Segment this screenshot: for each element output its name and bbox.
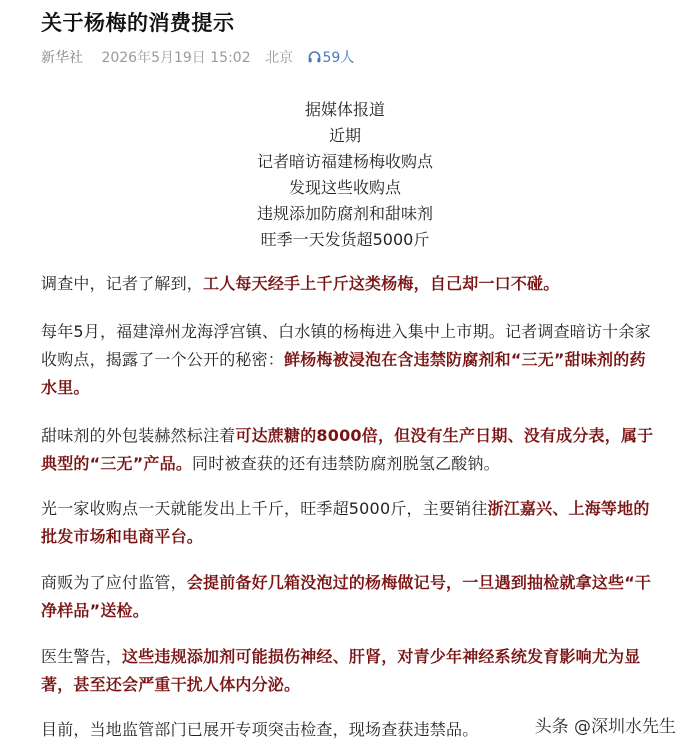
paragraph-text: 甜味剂的外包装赫然标注着 [41,426,236,445]
paragraph-highlight: 鲜杨梅被浸泡在含违禁防腐剂和“三无”甜味剂的药水里。 [41,350,646,397]
intro-line: 据媒体报道 [304,100,385,119]
paragraph-text: 调查中，记者了解到， [41,274,204,293]
paragraph-3 [41,422,661,478]
paragraph-highlight: 浙江嘉兴、上海等地的批发市场和电商平台。 [41,499,650,546]
paragraph-highlight: 这些违规添加剂可能损伤神经、肝肾，对青少年神经系统发育影响尤为显著，甚至还会严重干扰人体内分泌。 [41,647,641,694]
paragraph-4 [41,495,661,551]
paragraph-2 [41,318,661,402]
publish-date: 2026年5月19日 15:02 [101,50,251,66]
paragraph-5 [41,569,661,625]
paragraph-6 [41,643,661,699]
paragraph-highlight: 会提前备好几箱没泡过的杨梅做记号，一旦遇到抽检就拿这些“干净样品”送检。 [41,573,652,620]
intro-line: 违规添加防腐剂和甜味剂 [256,204,433,223]
listen-count-value: 59人 [322,50,355,66]
paragraph-text: 医生警告， [41,647,123,666]
paragraph-1 [41,270,661,298]
source-link[interactable]: 新华社 [41,50,83,66]
article-meta [41,48,354,68]
paragraph-text: 商贩为了应付监管， [41,573,187,592]
paragraph-text: 目前，当地监管部门已展开专项突击检查，现场查获违禁品。 [41,720,479,739]
location: 北京 [265,50,294,66]
paragraph-highlight: 可达蔗糖的8000倍，但没有生产日期、没有成分表，属于典型的“三无”产品。 [41,426,654,473]
paragraph-text: 每年5月，福建漳州龙海浮宫镇、白水镇的杨梅进入集中上市期。记者调查暗访十余家收购点，揭露了一个公开的秘密： [41,322,651,369]
intro-line: 记者暗访福建杨梅收购点 [256,152,433,171]
intro-line: 旺季一天发货超5000斤 [260,230,430,249]
intro-line: 发现这些收购点 [288,178,401,197]
watermark-text: 头条 @深圳水先生 [534,717,676,737]
article-title: 关于杨梅的消费提示 [41,11,235,35]
intro-line: 近期 [328,126,361,145]
headphone-icon [308,51,321,63]
paragraph-text: 同时被查获的还有违禁防腐剂脱氢乙酸钠。 [192,454,500,473]
watermark [535,712,676,737]
paragraph-highlight: 工人每天经手上千斤这类杨梅，自己却一口不碰。 [203,274,560,293]
paragraph-text: 光一家收购点一天就能发出上千斤，旺季超5000斤，主要销往 [41,499,488,518]
listen-count[interactable] [308,48,355,68]
intro-lines [0,97,690,253]
